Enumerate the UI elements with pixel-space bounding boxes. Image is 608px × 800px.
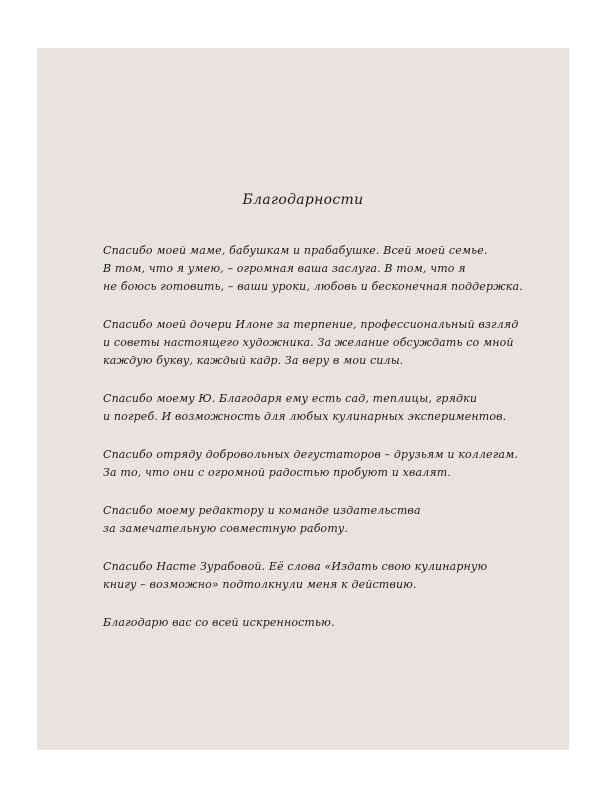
text-line: В том, что я умею, – огромная ваша заслуга. В том, что я: [103, 262, 466, 275]
text-line: не боюсь готовить, – ваши уроки, любовь и бесконечная поддержка.: [103, 280, 523, 293]
paragraph-closing: [103, 614, 513, 632]
text-line: За то, что они с огромной радостью пробуют и хвалят.: [103, 466, 452, 479]
paragraph-daughter: [103, 316, 519, 370]
text-line: Благодарю вас со всей искренностью.: [103, 616, 335, 629]
acknowledgements-body: [103, 242, 523, 652]
text-line: книгу – возможно» подтолкнули меня к действию.: [103, 578, 417, 591]
paragraph-tasters: [103, 446, 519, 482]
paragraph-editor: [103, 502, 513, 538]
text-line: Спасибо Насте Зурабовой. Её слова «Издать свою кулинарную: [103, 560, 488, 573]
paragraph-family: [103, 242, 523, 296]
text-line: и погреб. И возможность для любых кулинарных экспериментов.: [103, 410, 507, 423]
page-title: Благодарности: [242, 192, 364, 208]
text-line: каждую букву, каждый кадр. За веру в мои силы.: [103, 354, 404, 367]
text-line: и советы настоящего художника. За желание обсуждать со мной: [103, 336, 514, 349]
text-line: Спасибо отряду добровольных дегустаторов – друзьям и коллегам.: [103, 448, 519, 461]
text-line: Спасибо моей маме, бабушкам и прабабушке. Всей моей семье.: [103, 244, 488, 257]
text-line: за замечательную совместную работу.: [103, 522, 349, 535]
book-page: [37, 48, 569, 750]
text-line: Спасибо моей дочери Илоне за терпение, профессиональный взгляд: [103, 318, 519, 331]
paragraph-nastya: [103, 558, 513, 594]
text-line: Спасибо моему редактору и команде издательства: [103, 504, 421, 517]
text-line: Спасибо моему Ю. Благодаря ему есть сад, теплицы, грядки: [103, 392, 478, 405]
paragraph-garden: [103, 390, 513, 426]
